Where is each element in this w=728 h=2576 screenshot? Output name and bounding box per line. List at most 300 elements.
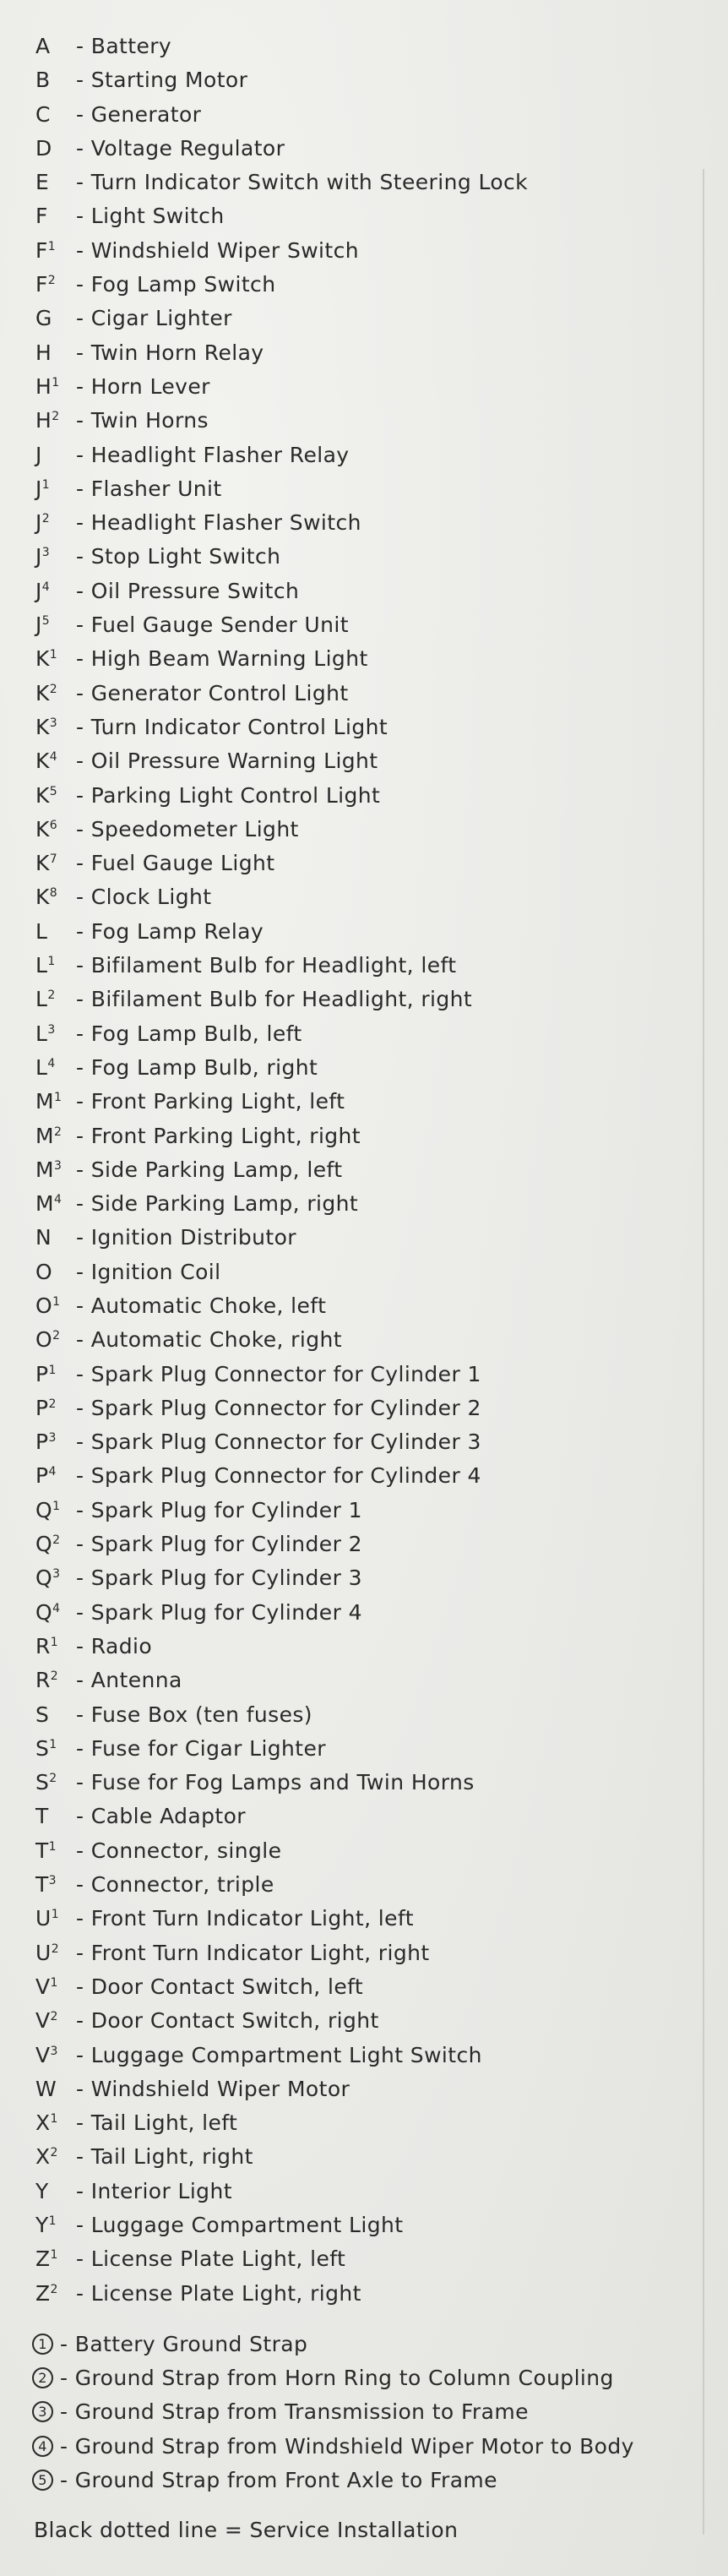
legend-item	[35, 953, 694, 987]
legend-superscript: 5	[41, 614, 51, 629]
legend-superscript: 2	[47, 274, 57, 288]
legend-code	[35, 1157, 76, 1182]
legend-description: - Ignition Coil	[76, 1259, 221, 1284]
legend-description: - Spark Plug for Cylinder 1	[76, 1497, 362, 1522]
legend-superscript: 4	[48, 1465, 57, 1479]
legend-letter: M	[35, 1191, 54, 1217]
legend-letter: Q	[35, 1497, 53, 1522]
legend-letter: V	[35, 2042, 51, 2067]
legend-letter: K	[35, 749, 50, 774]
legend-description: - Spark Plug Connector for Cylinder 3	[76, 1430, 481, 1455]
circled-number-icon: 1	[32, 2334, 53, 2355]
legend-description: - Automatic Choke, right	[76, 1327, 342, 1353]
legend-item	[35, 1021, 694, 1055]
legend-superscript: 2	[50, 2282, 58, 2296]
legend-superscript: 2	[47, 988, 56, 1003]
legend-description: - Radio	[76, 1633, 153, 1658]
legend-superscript: 5	[49, 784, 58, 798]
legend-code	[35, 2110, 76, 2135]
ground-strap-description: - Ground Strap from Transmission to Frame	[60, 2399, 529, 2425]
legend-item	[35, 1600, 694, 1634]
legend-letter: S	[35, 1735, 50, 1761]
legend-letter: K	[35, 782, 50, 808]
legend-superscript: 1	[50, 2112, 58, 2127]
legend-code	[35, 477, 76, 501]
legend-item	[35, 306, 694, 340]
legend-superscript: 4	[49, 750, 58, 765]
legend-letter: X	[35, 2110, 51, 2136]
legend-description: - Fog Lamp Bulb, right	[76, 1054, 318, 1080]
legend-code	[35, 2008, 76, 2033]
legend-superscript: 2	[48, 1397, 57, 1411]
legend-description: - Spark Plug Connector for Cylinder 2	[76, 1395, 481, 1420]
legend-code	[35, 1668, 76, 1692]
legend-description: - Windshield Wiper Motor	[76, 2076, 350, 2101]
legend-letter: T	[35, 1804, 49, 1829]
legend-description: - Door Contact Switch, right	[76, 2008, 379, 2034]
circled-number-icon: 2	[32, 2367, 53, 2388]
legend-item	[35, 170, 694, 204]
legend-superscript: 1	[52, 1294, 61, 1309]
legend-item	[35, 2179, 694, 2213]
legend-code	[35, 1055, 76, 1080]
legend-letter: R	[35, 1668, 51, 1693]
legend-description: - Antenna	[76, 1668, 182, 1693]
legend-superscript: 2	[49, 1772, 57, 1786]
legend-description: - Oil Pressure Warning Light	[76, 749, 378, 774]
legend-description: - Front Parking Light, right	[76, 1123, 361, 1148]
legend-description: - Spark Plug for Cylinder 2	[76, 1532, 362, 1557]
legend-code	[35, 715, 76, 739]
legend-code	[35, 1600, 76, 1625]
legend-letter: E	[35, 170, 50, 195]
legend-code	[35, 408, 76, 433]
legend-letter: D	[35, 135, 52, 161]
legend-item	[35, 2281, 694, 2315]
legend-description: - Spark Plug for Cylinder 3	[76, 1566, 362, 1591]
legend-item	[35, 272, 694, 306]
legend-superscript: 8	[49, 886, 58, 901]
legend-description: - Flasher Unit	[76, 476, 222, 501]
legend-item	[35, 817, 694, 851]
legend-letter: T	[35, 1838, 49, 1863]
legend-description: - Twin Horn Relay	[76, 340, 264, 365]
legend-superscript: 3	[41, 546, 51, 560]
legend-letter: P	[35, 1463, 49, 1489]
legend-item	[35, 681, 694, 715]
legend-code	[35, 579, 76, 603]
legend-code	[35, 2179, 76, 2203]
legend-letter: H	[35, 340, 52, 365]
legend-code	[35, 817, 76, 841]
legend-code	[35, 749, 76, 773]
legend-description: - Connector, single	[76, 1838, 282, 1863]
legend-code	[35, 851, 76, 875]
legend-letter: Z	[35, 2280, 51, 2306]
legend-code	[35, 306, 76, 330]
legend-description: - Starting Motor	[76, 68, 248, 93]
legend-description: - Fog Lamp Switch	[76, 272, 276, 297]
legend-description: - Tail Light, right	[76, 2144, 253, 2170]
legend-letter: V	[35, 2008, 51, 2034]
legend-code	[35, 1463, 76, 1488]
legend-code	[35, 1974, 76, 1999]
legend-item	[35, 2110, 694, 2144]
legend-item	[35, 783, 694, 817]
legend-code	[35, 1396, 76, 1420]
legend-superscript: 2	[52, 1329, 61, 1343]
legend-description: - Fog Lamp Bulb, left	[76, 1021, 302, 1046]
legend-letter: K	[35, 646, 50, 672]
legend-code	[35, 68, 76, 92]
legend-code	[35, 681, 76, 705]
legend-letter: Q	[35, 1599, 53, 1625]
legend-item	[35, 408, 694, 442]
legend-code	[35, 1906, 76, 1931]
legend-letter: R	[35, 1633, 51, 1658]
legend-description: - Generator	[76, 101, 202, 127]
legend-code	[35, 1260, 76, 1284]
legend-description: - Fuse Box (ten fuses)	[76, 1702, 312, 1727]
legend-description: - Headlight Flasher Switch	[76, 510, 361, 536]
legend-superscript: 1	[48, 2214, 57, 2228]
legend-item	[35, 2008, 694, 2042]
legend-superscript: 1	[51, 1908, 60, 1922]
legend-item	[35, 238, 694, 272]
legend-item	[35, 136, 694, 170]
legend-item	[35, 1124, 694, 1157]
legend-description: - Side Parking Lamp, left	[76, 1157, 343, 1182]
legend-description: - Fuel Gauge Sender Unit	[76, 613, 349, 638]
legend-description: - Twin Horns	[76, 408, 209, 433]
legend-item	[35, 2043, 694, 2077]
legend-superscript: 1	[47, 955, 56, 969]
legend-code	[35, 1430, 76, 1454]
legend-letter: J	[35, 442, 42, 467]
circled-number-icon: 4	[32, 2436, 53, 2457]
legend-letter: B	[35, 68, 51, 93]
ground-strap-description: - Battery Ground Strap	[60, 2331, 308, 2356]
legend-code	[35, 885, 76, 909]
legend-superscript: 3	[50, 2044, 58, 2058]
legend-superscript: 4	[53, 1193, 62, 1207]
legend-description: - Oil Pressure Switch	[76, 578, 300, 603]
legend-item	[35, 1191, 694, 1225]
legend-letter: W	[35, 2076, 57, 2101]
service-installation-note: Black dotted line = Service Installation	[34, 2518, 459, 2542]
legend-letter: G	[35, 306, 52, 331]
component-legend-list	[35, 34, 694, 2315]
legend-item	[35, 2077, 694, 2110]
legend-superscript: 3	[48, 1874, 57, 1888]
legend-description: - Fog Lamp Relay	[76, 918, 264, 944]
legend-superscript: 1	[52, 1499, 61, 1513]
legend-code	[35, 2213, 76, 2237]
legend-item	[35, 1634, 694, 1668]
legend-item	[35, 34, 694, 68]
legend-letter: O	[35, 1259, 53, 1284]
legend-code	[35, 2077, 76, 2101]
legend-letter: S	[35, 1702, 50, 1727]
legend-description: - Front Turn Indicator Light, left	[76, 1906, 414, 1931]
legend-description: - Luggage Compartment Light	[76, 2213, 404, 2237]
legend-item	[35, 1736, 694, 1770]
legend-superscript: 1	[52, 375, 60, 389]
legend-code	[35, 2247, 76, 2271]
legend-item	[35, 1974, 694, 2008]
legend-letter: S	[35, 1770, 50, 1795]
legend-code	[35, 783, 76, 808]
legend-letter: F	[35, 272, 48, 297]
legend-item	[35, 1396, 694, 1430]
legend-description: - Front Turn Indicator Light, right	[76, 1940, 430, 1965]
legend-superscript: 1	[48, 1363, 57, 1377]
legend-code	[35, 238, 76, 263]
legend-description: - Clock Light	[76, 885, 212, 910]
legend-code	[35, 919, 76, 944]
legend-superscript: 1	[53, 1091, 62, 1105]
legend-item	[35, 443, 694, 477]
legend-superscript: 2	[41, 512, 51, 526]
legend-letter: T	[35, 1872, 49, 1898]
legend-code	[35, 1225, 76, 1250]
page-fold-line	[703, 169, 704, 2535]
legend-item	[35, 1362, 694, 1396]
legend-item	[35, 510, 694, 544]
legend-code	[35, 102, 76, 127]
legend-item	[35, 1327, 694, 1361]
legend-superscript: 1	[50, 1635, 59, 1649]
legend-letter: P	[35, 1430, 49, 1455]
legend-item	[35, 987, 694, 1021]
legend-item	[35, 1055, 694, 1089]
legend-item	[35, 1260, 694, 1293]
legend-superscript: 2	[51, 1942, 60, 1956]
legend-code	[35, 1089, 76, 1114]
circled-number-icon: 3	[32, 2401, 53, 2422]
legend-code	[35, 1566, 76, 1590]
legend-code	[35, 1872, 76, 1897]
legend-letter: U	[35, 1906, 52, 1931]
legend-letter: C	[35, 101, 51, 127]
legend-description: - Fuel Gauge Light	[76, 851, 275, 876]
legend-letter: J	[35, 544, 42, 569]
legend-code	[35, 1362, 76, 1386]
legend-letter: K	[35, 885, 50, 910]
legend-letter: P	[35, 1395, 49, 1420]
legend-letter: K	[35, 680, 50, 705]
legend-description: - Spark Plug Connector for Cylinder 1	[76, 1361, 481, 1386]
legend-letter: L	[35, 918, 48, 944]
legend-item	[35, 613, 694, 646]
legend-superscript: 1	[49, 1737, 57, 1751]
legend-superscript: 2	[52, 410, 60, 424]
legend-description: - Battery	[76, 34, 172, 58]
legend-letter: N	[35, 1225, 52, 1250]
legend-code	[35, 1736, 76, 1761]
legend-letter: X	[35, 2144, 51, 2170]
legend-item	[35, 340, 694, 374]
legend-letter: P	[35, 1361, 49, 1386]
legend-description: - Side Parking Lamp, right	[76, 1191, 359, 1217]
legend-item	[35, 102, 694, 136]
legend-letter: L	[35, 987, 48, 1012]
ground-strap-item	[32, 2429, 699, 2463]
legend-description: - Stop Light Switch	[76, 544, 281, 569]
legend-code	[35, 1532, 76, 1556]
legend-code	[35, 443, 76, 467]
legend-code	[35, 510, 76, 535]
legend-description: - License Plate Light, left	[76, 2247, 346, 2272]
legend-code	[35, 2144, 76, 2169]
legend-letter: F	[35, 237, 48, 263]
legend-code	[35, 1941, 76, 1965]
legend-item	[35, 477, 694, 510]
legend-description: - Bifilament Bulb for Headlight, left	[76, 953, 457, 978]
legend-superscript: 4	[41, 580, 51, 594]
legend-superscript: 1	[49, 648, 58, 662]
legend-description: - High Beam Warning Light	[76, 646, 368, 672]
legend-letter: L	[35, 1054, 48, 1080]
legend-letter: O	[35, 1293, 53, 1318]
ground-strap-description: - Ground Strap from Front Axle to Frame	[60, 2467, 497, 2492]
legend-code	[35, 987, 76, 1011]
legend-item	[35, 1906, 694, 1940]
ground-strap-description: - Ground Strap from Horn Ring to Column Coupling	[60, 2365, 614, 2390]
legend-item	[35, 1770, 694, 1804]
legend-code	[35, 1191, 76, 1216]
legend-description: - Interior Light	[76, 2178, 232, 2203]
legend-code	[35, 544, 76, 569]
legend-superscript: 6	[49, 818, 58, 832]
legend-letter: L	[35, 953, 48, 978]
legend-letter: V	[35, 1974, 51, 1999]
legend-code	[35, 646, 76, 671]
legend-item	[35, 1463, 694, 1497]
legend-description: - Turn Indicator Control Light	[76, 714, 388, 739]
legend-description: - Headlight Flasher Relay	[76, 442, 350, 467]
legend-letter: L	[35, 1021, 48, 1046]
legend-item	[35, 1089, 694, 1123]
legend-item	[35, 1157, 694, 1191]
legend-item	[35, 1941, 694, 1974]
legend-letter: M	[35, 1123, 54, 1148]
legend-letter: F	[35, 204, 48, 229]
ground-strap-item	[32, 2395, 699, 2429]
ground-strap-list	[32, 2327, 699, 2497]
legend-letter: M	[35, 1157, 54, 1182]
legend-description: - Generator Control Light	[76, 680, 349, 705]
legend-letter: Y	[35, 2213, 49, 2237]
legend-superscript: 4	[52, 1601, 61, 1615]
legend-superscript: 4	[47, 1056, 56, 1070]
ground-strap-item	[32, 2361, 699, 2394]
legend-code	[35, 1327, 76, 1352]
legend-description: - Voltage Regulator	[76, 135, 285, 161]
legend-item	[35, 1566, 694, 1599]
legend-item	[35, 885, 694, 918]
legend-item	[35, 715, 694, 749]
legend-letter: K	[35, 714, 50, 739]
legend-superscript: 1	[48, 1839, 57, 1854]
legend-superscript: 3	[47, 1022, 56, 1037]
legend-description: - License Plate Light, right	[76, 2280, 361, 2306]
legend-letter: Q	[35, 1532, 53, 1557]
legend-description: - Light Switch	[76, 204, 225, 229]
legend-item	[35, 2247, 694, 2280]
legend-item	[35, 579, 694, 613]
legend-description: - Bifilament Bulb for Headlight, right	[76, 987, 473, 1012]
legend-item	[35, 1872, 694, 1906]
legend-description: - Fuse for Cigar Lighter	[76, 1735, 326, 1761]
legend-item	[35, 851, 694, 885]
legend-letter: O	[35, 1327, 53, 1353]
legend-item	[35, 1293, 694, 1327]
legend-letter: J	[35, 578, 42, 603]
legend-item	[35, 1532, 694, 1566]
legend-code	[35, 1498, 76, 1522]
legend-description: - Windshield Wiper Switch	[76, 237, 359, 263]
legend-letter: Q	[35, 1566, 53, 1591]
legend-item	[35, 204, 694, 237]
legend-letter: H	[35, 373, 52, 399]
legend-item	[35, 1804, 694, 1838]
legend-description: - Fuse for Fog Lamps and Twin Horns	[76, 1770, 475, 1795]
legend-code	[35, 34, 76, 58]
legend-description: - Tail Light, left	[76, 2110, 238, 2136]
legend-description: - Ignition Distributor	[76, 1225, 296, 1250]
legend-item	[35, 1838, 694, 1872]
legend-superscript: 1	[47, 239, 57, 253]
legend-item	[35, 2213, 694, 2247]
legend-letter: J	[35, 476, 42, 501]
legend-superscript: 3	[49, 716, 58, 730]
legend-item	[35, 374, 694, 408]
legend-item	[35, 646, 694, 680]
ground-strap-item	[32, 2327, 699, 2361]
legend-item	[35, 1430, 694, 1463]
legend-item	[35, 1668, 694, 1702]
legend-code	[35, 170, 76, 194]
legend-description: - Cable Adaptor	[76, 1804, 246, 1829]
legend-letter: K	[35, 851, 50, 876]
legend-description: - Spark Plug Connector for Cylinder 4	[76, 1463, 481, 1489]
legend-letter: J	[35, 613, 42, 638]
legend-item	[35, 749, 694, 782]
legend-description: - Luggage Compartment Light Switch	[76, 2042, 482, 2067]
legend-code	[35, 953, 76, 978]
legend-letter: U	[35, 1940, 52, 1965]
legend-superscript: 1	[41, 477, 51, 492]
legend-letter: J	[35, 510, 42, 536]
legend-description: - Turn Indicator Switch with Steering Lock	[76, 170, 529, 195]
legend-superscript: 7	[49, 852, 58, 867]
legend-superscript: 2	[50, 2010, 58, 2024]
legend-description: - Front Parking Light, left	[76, 1089, 345, 1114]
legend-letter: K	[35, 816, 50, 841]
ground-strap-description: - Ground Strap from Windshield Wiper Motor to Body	[60, 2433, 634, 2459]
legend-item	[35, 2144, 694, 2178]
legend-code	[35, 1021, 76, 1046]
legend-code	[35, 374, 76, 399]
legend-item	[35, 919, 694, 953]
legend-description: - Parking Light Control Light	[76, 782, 381, 808]
legend-code	[35, 136, 76, 161]
legend-description: - Automatic Choke, left	[76, 1293, 327, 1318]
legend-description: - Door Contact Switch, left	[76, 1974, 364, 1999]
legend-code	[35, 613, 76, 637]
legend-letter: H	[35, 408, 52, 433]
